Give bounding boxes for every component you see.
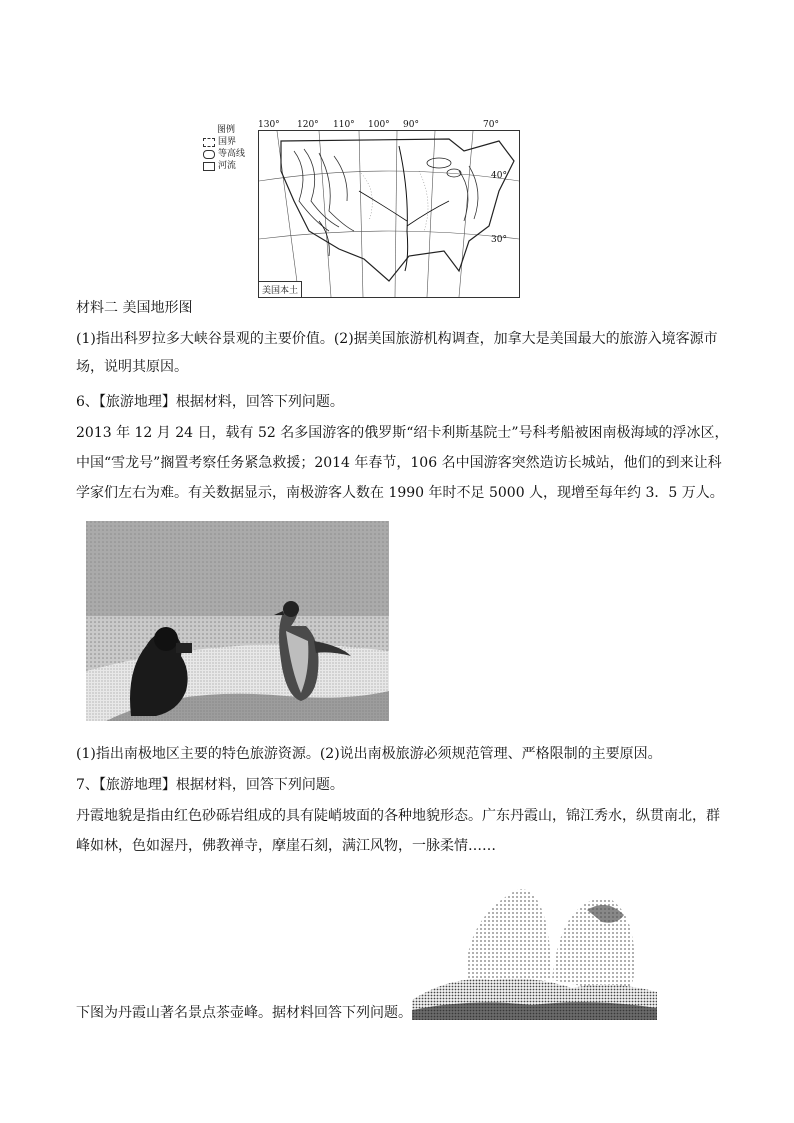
legend-item-border: 国界 [203,136,263,148]
lat-label-30: 30° [491,235,507,245]
lon-label-120: 120° [297,120,319,130]
q5-line-1: (1)指出科罗拉多大峡谷景观的主要价值。(2)据美国旅游机构调查，加拿大是美国最大的旅游入境客源市 [76,331,718,347]
q6-paragraph-line-3: 学家们左右为难。有关数据显示，南极游客人数在 1990 年时不足 5000 人，现增至每年约 3．5 万人。 [76,485,724,501]
contour-icon [203,150,215,159]
border-icon [203,138,215,147]
lon-label-130: 130° [258,120,280,130]
q5-line-2: 场，说明其原因。 [76,359,188,375]
q7-paragraph-line-3: 下图为丹霞山著名景点茶壶峰。据材料回答下列问题。 [76,1005,412,1021]
legend-title: 图例 [217,125,236,135]
lon-label-110: 110° [333,120,355,130]
inset-label: 美国本土 [259,281,302,297]
us-terrain-map [200,118,522,300]
danxia-teapot-peak-photo [412,880,657,1020]
lat-label-40: 40° [491,171,507,181]
lon-label-100: 100° [368,120,390,130]
lon-label-90: 90° [403,120,419,130]
legend-item-river: 河流 [203,160,263,172]
lon-label-70: 70° [483,120,499,130]
caption-material-2: 材料二 美国地形图 [76,300,193,316]
map-legend [203,124,263,172]
q7-heading: 7、【旅游地理】根据材料，回答下列问题。 [76,777,344,793]
q6-questions: (1)指出南极地区主要的特色旅游资源。(2)说出南极旅游必须规范管理、严格限制的主要原因。 [76,746,662,762]
map-drawing [259,131,519,297]
q6-heading: 6、【旅游地理】根据材料，回答下列问题。 [76,394,344,410]
q6-paragraph-line-1: 2013 年 12 月 24 日，载有 52 名多国游客的俄罗斯“绍卡利斯基院士”号科考船被困南极海域的浮冰区， [76,425,729,441]
q7-paragraph-line-2: 峰如林，色如渥丹，佛教禅寺，摩崖石刻，满江风物，一脉柔情…… [76,838,496,854]
map-frame [258,130,520,298]
q6-paragraph-line-2: 中国“雪龙号”搁置考察任务紧急救援；2014 年春节，106 名中国游客突然造访长城站，他们的到来让科 [76,455,722,471]
q7-paragraph-line-1: 丹霞地貌是指由红色砂砾岩组成的具有陡峭坡面的各种地貌形态。广东丹霞山，锦江秀水，纵贯南北，群 [76,808,720,824]
river-icon [203,162,215,171]
antarctic-penguin-photo [86,521,389,721]
legend-item-contour: 等高线 [203,148,263,160]
